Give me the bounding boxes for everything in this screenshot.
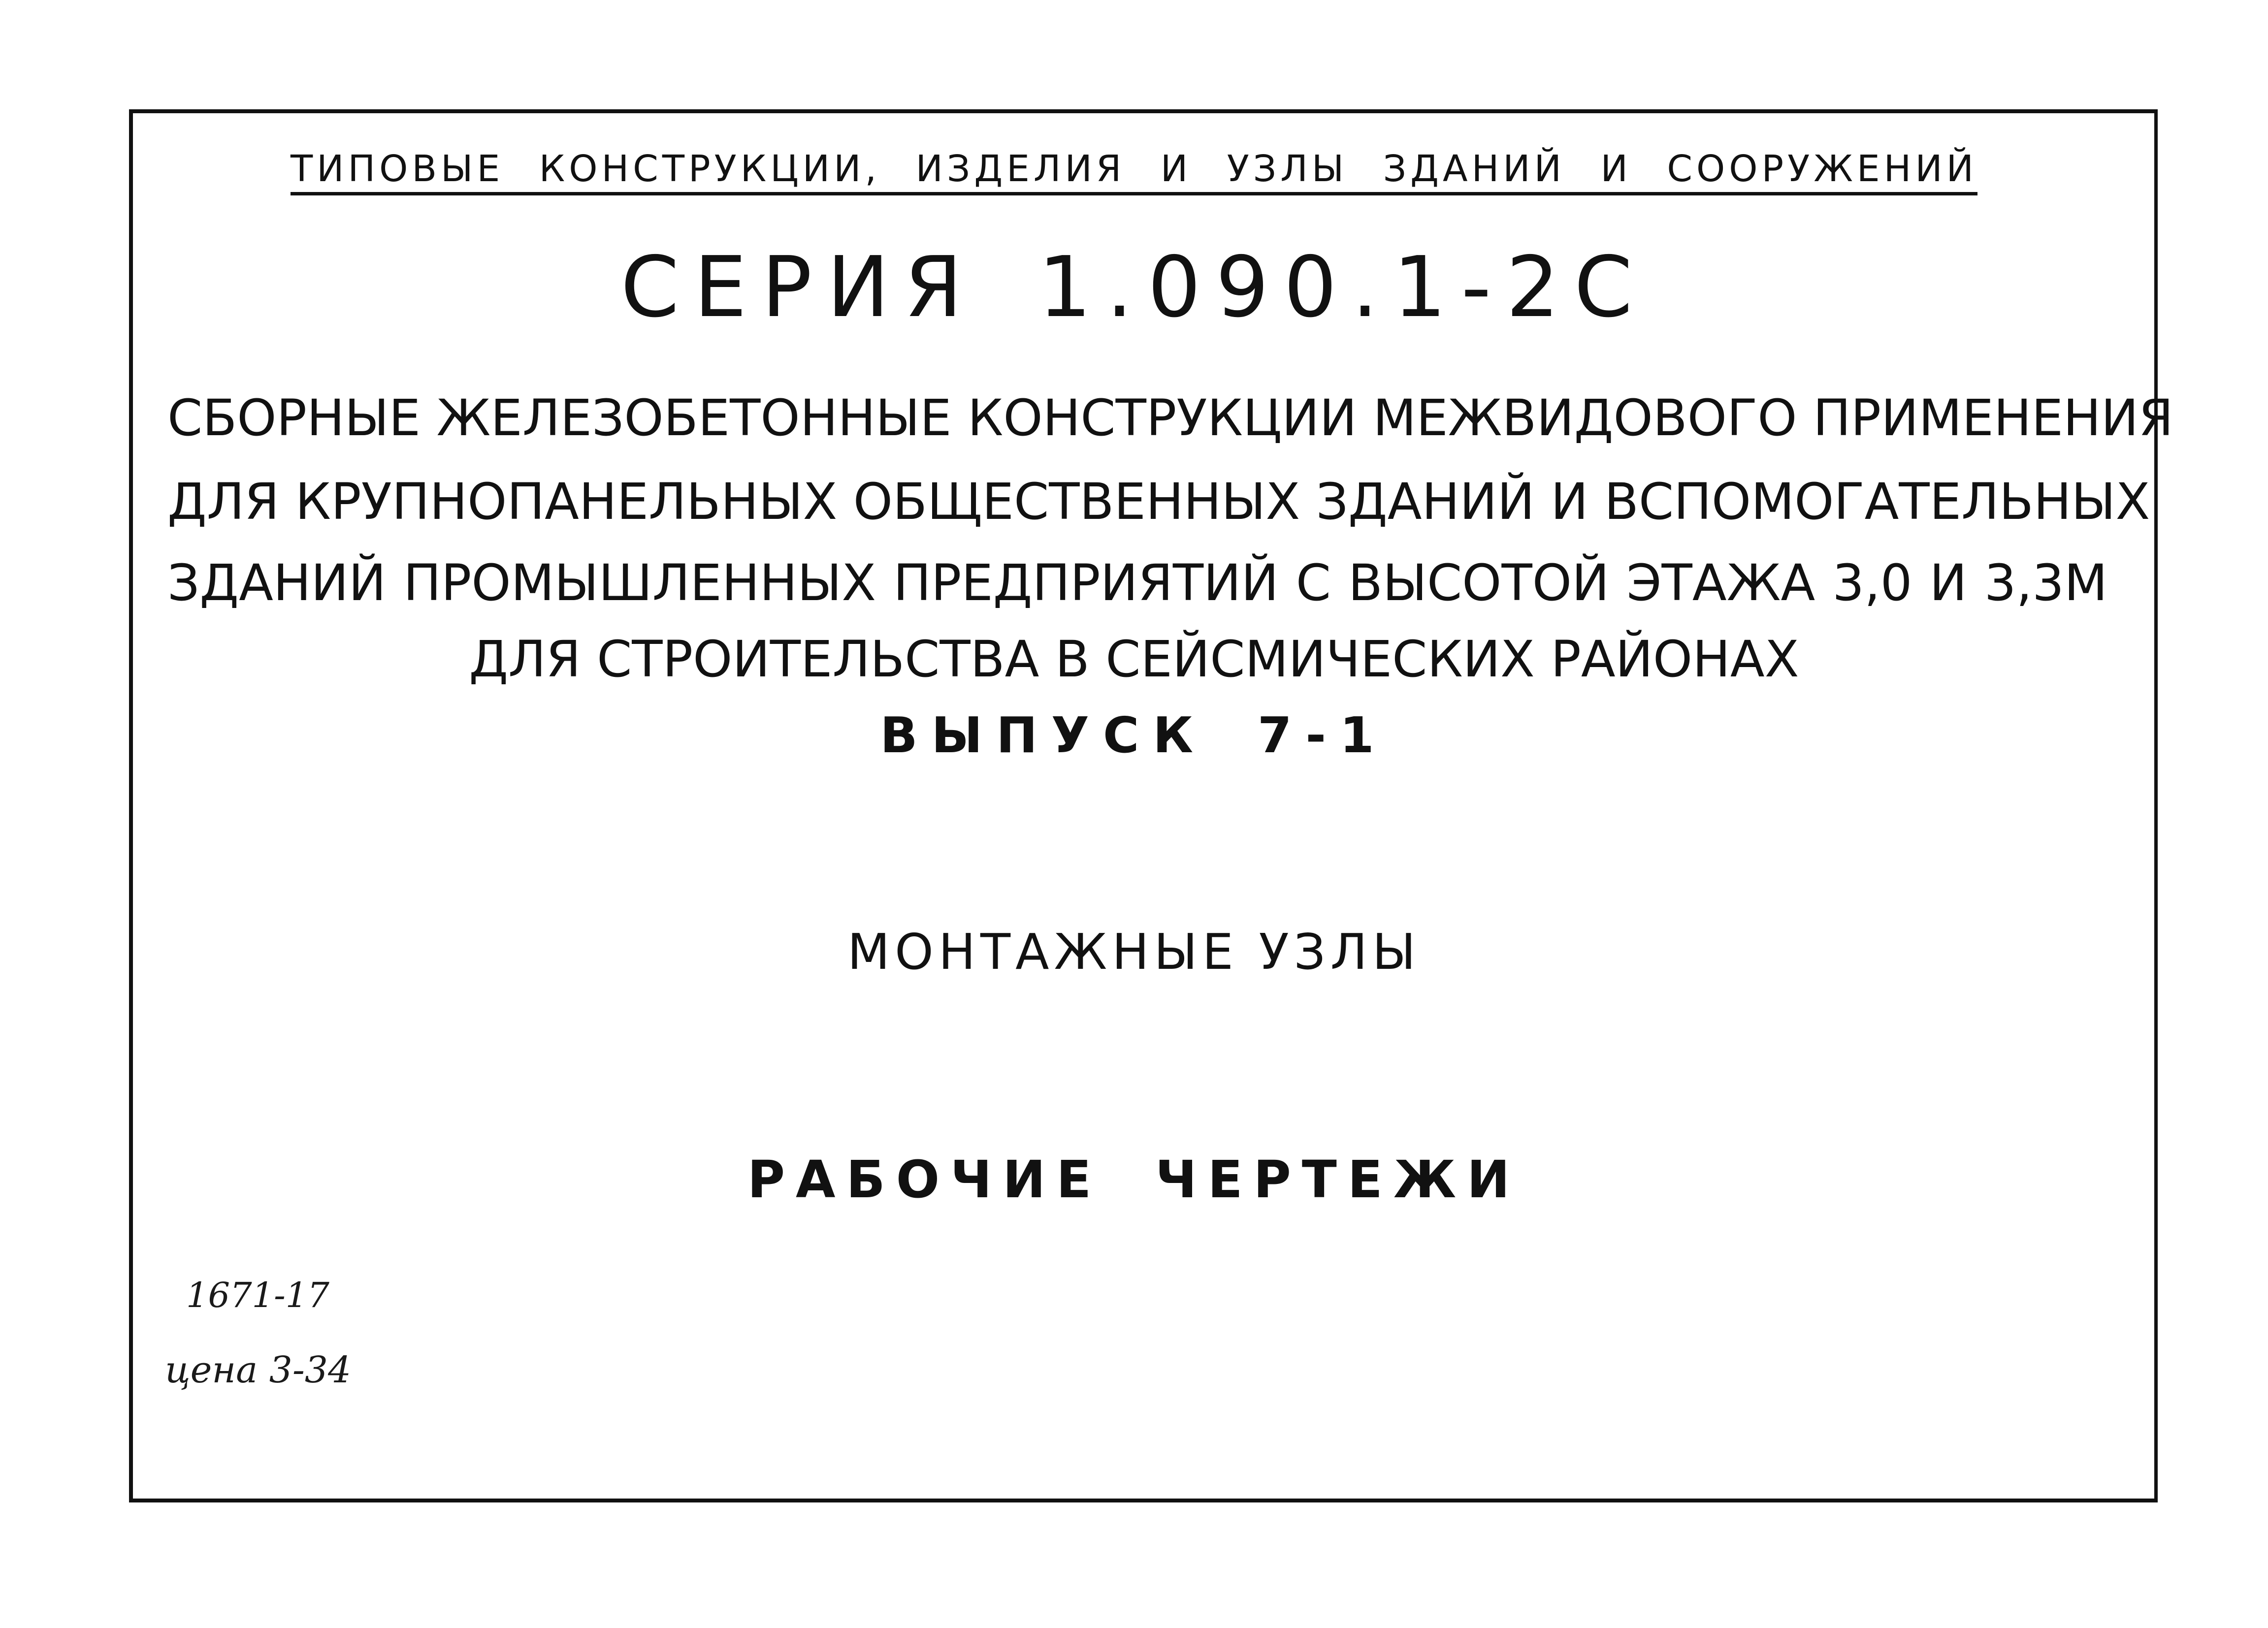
description-line-1: СБОРНЫЕ ЖЕЛЕЗОБЕТОННЫЕ КОНСТРУКЦИИ МЕЖВИДОВОГО ПРИМЕНЕНИЯ [167,389,2173,447]
series-header-text: ТИПОВЫЕ КОНСТРУКЦИИ, ИЗДЕЛИЯ И УЗЛЫ ЗДАНИЙ И СООРУЖЕНИЙ [291,148,1977,195]
description-line-2: ДЛЯ КРУПНОПАНЕЛЬНЫХ ОБЩЕСТВЕННЫХ ЗДАНИЙ И ВСПОМОГАТЕЛЬНЫХ [167,473,2150,531]
document-subject: МОНТАЖНЫЕ УЗЛЫ [847,923,1421,981]
handwritten-code: 1671-17 [186,1275,329,1315]
description-line-4: ДЛЯ СТРОИТЕЛЬСТВА В СЕЙСМИЧЕСКИХ РАЙОНАХ [469,630,1799,689]
series-number: СЕРИЯ 1.090.1-2С [620,239,1648,336]
document-type: РАБОЧИЕ ЧЕРТЕЖИ [747,1149,1521,1210]
description-line-3: ЗДАНИЙ ПРОМЫШЛЕННЫХ ПРЕДПРИЯТИЙ С ВЫСОТОЙ ЭТАЖА 3,0 И 3,3М [167,554,2107,612]
series-header [0,148,2268,190]
issue-number: ВЫПУСК 7-1 [880,706,1388,764]
handwritten-price: цена 3-34 [165,1349,352,1391]
